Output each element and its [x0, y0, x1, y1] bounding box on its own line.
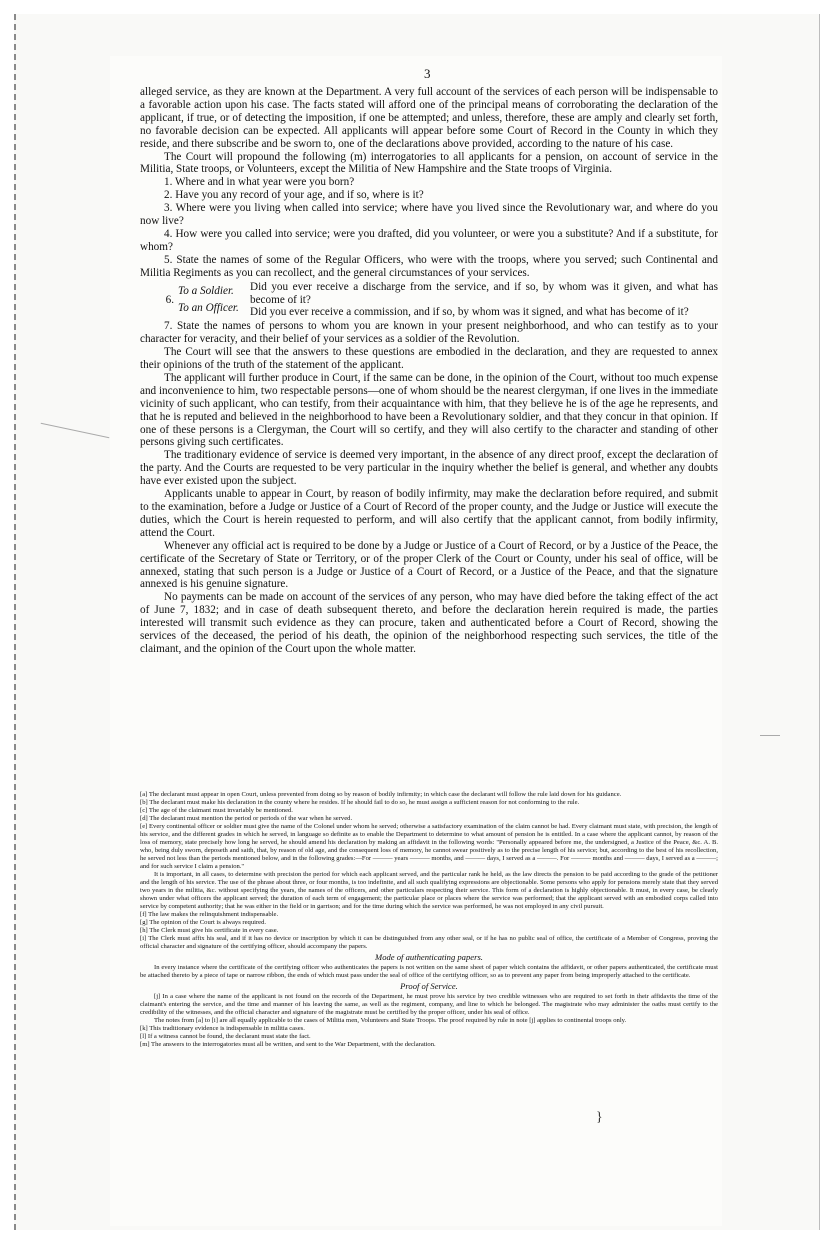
- paragraph: The traditionary evidence of service is deemed very important, in the absence of any direct proof, except the declaration of the party. And the Courts are requested to be very particular in the inquiry whether the belief is general, and whether any doubts have ever existed upon the subject.: [140, 449, 718, 488]
- paragraph: The applicant will further produce in Court, if the same can be done, in the opinion of the Court, without too much expense and inconvenience to him, two respectable persons—one of whom should be the nearest clergyman, if one lives in the immediate vicinity of such applicant, who can testify, from their acquaintance with him, that they believe he is of the age he represents, and that he is reputed and believed in the neighborhood to have been a Revolutionary soldier, and that they concur in that opinion. If one of these persons is a Clergyman, the Court will so certify, and they will also certify to the character and standing of other persons giving such certificates.: [140, 371, 718, 449]
- footnote: [g] The opinion of the Court is always required.: [140, 919, 267, 926]
- question-3: 3. Where were you living when called into service; where have you lived since the Revolutionary war, and where do you now live?: [140, 202, 718, 228]
- paragraph: The Court will see that the answers to these questions are embodied in the declaration, and they are requested to annex their opinions of the truth of the statement of the applicant.: [140, 346, 718, 372]
- instructions-body: [140, 86, 718, 656]
- paragraph: No payments can be made on account of the services of any person, who may have died before the taking effect of the act of June 7, 1832; and in case of death subsequent thereto, and before the declaration herein required is made, the parties interested will transmit such evidence as they can procure, taken and authenticated before a Court of Record, showing the services of the deceased, the period of his death, the opinion of the neighborhood respecting such services, the title of the claimant, and the opinion of the Court upon the whole matter.: [140, 591, 718, 655]
- question-1: 1. Where and in what year were you born?: [164, 176, 355, 189]
- question-6: [140, 281, 718, 320]
- ink-flourish: }: [596, 1110, 603, 1125]
- footnote: [a] The declarant must appear in open Court, unless prevented from doing so by reason of bodily infirmity; in which case the declarant will follow the rule laid down for his guidance.: [140, 791, 622, 798]
- section-heading: Proof of Service.: [400, 981, 458, 991]
- footnote: [c] The age of the claimant must invariably be mentioned.: [140, 807, 293, 814]
- footnote: [k] This traditionary evidence is indispensable in militia cases.: [140, 1025, 305, 1032]
- paragraph: Whenever any official act is required to be done by a Judge or Justice of a Court of Record, or by a Justice of the Peace, the certificate of the Secretary of State or Territory, or of the proper Clerk of the Court or County, under his seal of office, will be annexed, stating that such person is a Judge or Justice of a Court of Record, or a Justice of the Peace, and that the signature annexed is his genuine signature.: [140, 539, 718, 591]
- question-2: 2. Have you any record of your age, and if so, where is it?: [164, 189, 424, 202]
- question-7: 7. State the names of persons to whom you are known in your present neighborhood, and who can testify as to your character for veracity, and their belief of your services as a soldier of the Revolution.: [140, 320, 718, 346]
- footnote: [b] The declarant must make his declaration in the county where he resides. If he should fail to do so, he must assign a sufficient reason for not conforming to the rule.: [140, 799, 580, 806]
- footnote: [i] The Clerk must affix his seal, and if it has no device or inscription by which it can be distinguished from any other seal, or if he has no public seal of office, the certificate of a Member of Congress, proving the official character and signature of the certifying officer, should accompany the papers.: [140, 935, 718, 950]
- officer-label: To an Officer.: [178, 301, 239, 314]
- page-number: 3: [424, 66, 431, 81]
- section-heading: Mode of authenticating papers.: [375, 952, 483, 962]
- question-6-number: 6.: [165, 293, 174, 306]
- footnote: [h] The Clerk must give his certificate in every case.: [140, 927, 279, 934]
- paragraph: Applicants unable to appear in Court, by reason of bodily infirmity, may make the declaration before required, and submit to the examination, before a Judge or Justice of a Court of Record of the proper county, and the Judge or Justice will execute the duties, which the Court is herein requested to perform, and will also certify that the applicant cannot, from bodily infirmity, attend the Court.: [140, 488, 718, 539]
- footnote: In every instance where the certificate of the certifying officer who authenticates the papers is not written on the same sheet of paper which contains the affidavit, or other papers authenticated, the certificate must be attached thereto by a piece of tape or narrow ribbon, the ends of which must pass under the seal of office of the certifying officer, so as to prevent any paper from being improperly attached to the certificate.: [140, 964, 718, 979]
- footnote: The notes from [a] to [i] are all equally applicable to the cases of Militia men, Volunteers and State Troops. The proof required by rule in note [j] applies to continental troops only.: [154, 1017, 627, 1024]
- footnotes: [140, 791, 718, 1049]
- footnote: [l] If a witness cannot be found, the declarant must state the fact.: [140, 1033, 311, 1040]
- footnote: [f] The law makes the relinquishment indispensable.: [140, 911, 279, 918]
- paragraph: The Court will propound the following (m) interrogatories to all applicants for a pension, on account of service in the Militia, State troops, or Volunteers, except the Militia of New Hampshire and the State troops of Virginia.: [140, 150, 718, 176]
- soldier-question: Did you ever receive a discharge from the service, and if so, by whom was it given, and what has become of it?: [250, 280, 718, 306]
- question-5: 5. State the names of some of the Regular Officers, who were with the troops, where you served; such Continental and Militia Regiments as you can recollect, and the general circumstances of your services.: [140, 253, 718, 279]
- paragraph: alleged service, as they are known at the Department. A very full account of the services of each person will be indispensable to a favorable action upon his case. The facts stated will afford one of the principal means of corroborating the declaration of the applicant, if true, or of detecting the imposition, if one be attempted; and unless, therefore, these are amply and clearly set forth, no favorable decision can be expected. All applicants will appear before some Court of Record in the County in which they reside, and there subscribe and be sworn to, one of the declarations above provided, according to the nature of his case.: [140, 86, 718, 150]
- soldier-label: To a Soldier.: [178, 284, 234, 297]
- footnote: It is important, in all cases, to determine with precision the period for which each applicant served, and the particular rank he held, as the law directs the pension to be paid according to the grade of the petitioner and the length of his service. The use of the phrase about three, or four months, is too indefinite, and all such qualifying expressions are objectionable. Some persons who apply for pensions merely state that they served two years in the militia, &c. without specifying the years, the names of the officers, and other particulars respecting their service. This form of a declaration is highly objectionable. It must, in every case, be clearly shown under what officers the applicant served; the duration of each term of engagement; the particular place or places where the service was performed; that the applicant served with an embodied corps called into service by competent authority; that he was either in the field or in garrison; and for the time during which the service was performed, he was not employed in any civil pursuit.: [140, 871, 718, 910]
- footnote: [j] In a case where the name of the applicant is not found on the records of the Department, he must prove his service by two credible witnesses who are required to set forth in their affidavits the time of the claimant's entering the service, and the time and manner of his leaving the same, as well as the regiment, company, and line to which he belonged. The magistrate who may administer the oaths must certify to the credibility of the witnesses, and the official character and signature of the magistrate must be certified by the proper officer, under his seal of office.: [140, 993, 718, 1016]
- footnote: [d] The declarant must mention the period or periods of the war when he served.: [140, 815, 353, 822]
- question-4: 4. How were you called into service; were you drafted, did you volunteer, or were you a substitute? And if a substitute, for whom?: [140, 227, 718, 253]
- footnote: [m] The answers to the interrogatories must all be written, and sent to the War Department, with the declaration.: [140, 1041, 436, 1048]
- officer-question: Did you ever receive a commission, and if so, by whom was it signed, and what has become of it?: [250, 306, 689, 319]
- margin-mark: [760, 735, 780, 736]
- footnote: [e] Every continental officer or soldier must give the name of the Colonel under whom he served; otherwise a satisfactory examination of the claim cannot be had. Every claimant must state, with precision, the length of his service, and the different grades in which he served, in language so definite as to enable the Department to determine to what amount of pension he is entitled. In a case where the applicant cannot, by reason of the loss of memory, state precisely how long he served, he should amend his declaration by making an affidavit in the following words: "Personally appeared before me, the undersigned, a Justice of the Peace, &c. A. B. who, being duly sworn, deposeth and saith, that, by reason of old age, and the consequent loss of memory, he cannot swear positively as to the precise length of his service; but, according to the best of his recollection, he served not less than the periods mentioned below, and in the following grades:—For ——— years ——— months, and ——— days, I served as a ———. For ——— months and ——— days, I served as a ———; and for such service I claim a pension.": [140, 823, 718, 870]
